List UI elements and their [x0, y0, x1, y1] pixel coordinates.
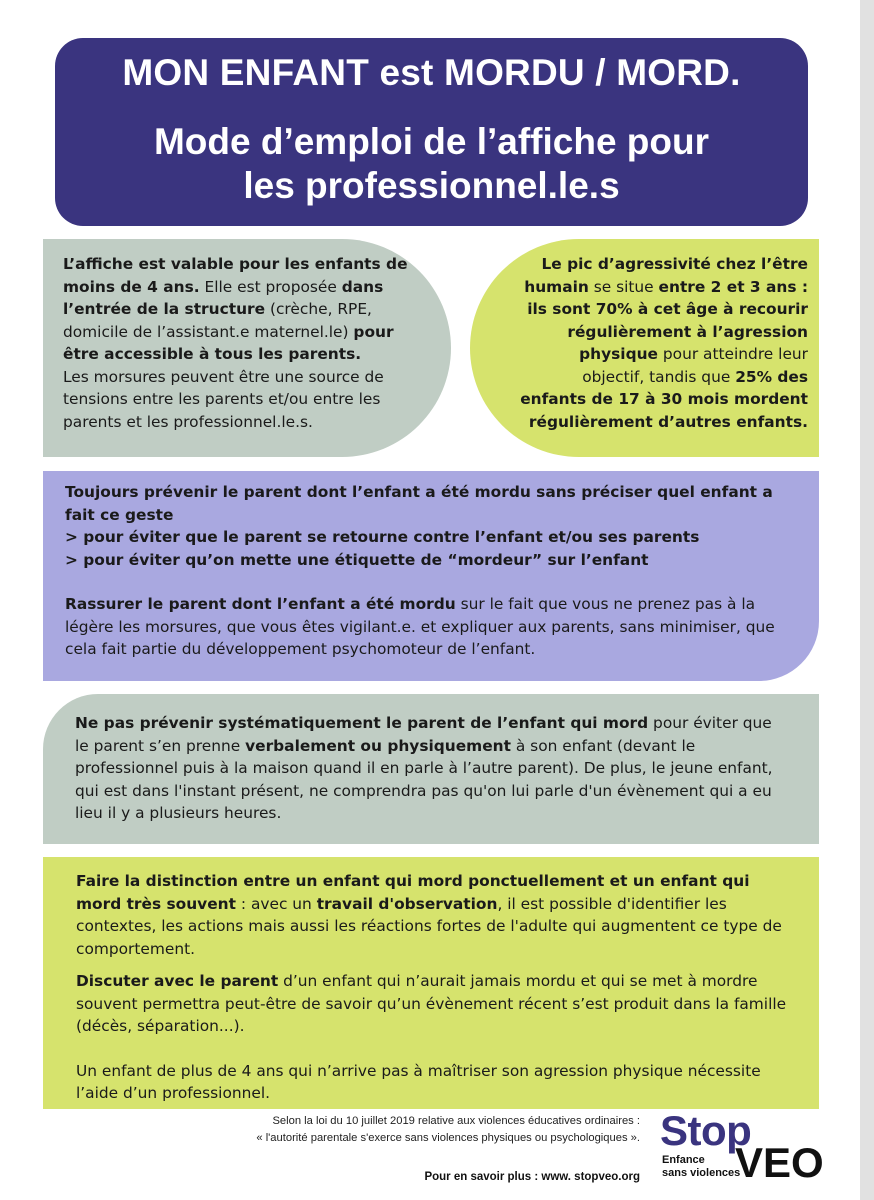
text-bold: entre 2 et 3 ans : ils sont 70% à cet âge à recourir régulièrement à l’agression physique — [527, 277, 808, 363]
text-bold: Faire la distinction entre un enfant qui mord ponctuellement et un enfant qui mord très souvent — [76, 872, 750, 913]
text-span: pour éviter que le parent s’en prenne — [75, 714, 772, 755]
text-span: Elle est proposée — [199, 277, 342, 296]
poster-validity-text — [63, 253, 433, 433]
text-span: (crèche, RPE, domicile de l’assistant.e maternel.le) — [63, 300, 372, 341]
text-span: se situe — [588, 277, 659, 296]
page-edge — [860, 0, 874, 1200]
title-line-2 — [55, 120, 808, 208]
reassure-heading: Rassurer le parent dont l’enfant a été mordu — [65, 595, 456, 613]
poster-title-banner — [55, 38, 808, 226]
biting-parent-text — [75, 712, 790, 825]
text-bold: Discuter avec le parent — [76, 972, 279, 990]
distinction-box — [43, 857, 819, 1109]
reassure-text: sur le fait que vous ne prenez pas à la légère les morsures, que vous êtes vigilant.e. et expliquer aux parents, sans minimiser, que cela fait partie du développement psychomoteur de l’enfant. — [65, 595, 775, 658]
bitten-child-parent-box — [43, 471, 819, 681]
logo-veo: VEO — [735, 1139, 824, 1186]
tension-text: Les morsures peuvent être une source de tensions entre les parents et/ou entre les parents et les professionnel.le.s. — [63, 367, 384, 431]
text-bold: Le pic d’agressivité chez l’être humain — [524, 255, 808, 296]
reason-1: > pour éviter que le parent se retourne contre l’enfant et/ou ses parents — [65, 528, 700, 546]
spacer — [65, 571, 795, 593]
text-span: : avec un — [235, 894, 317, 913]
logo-subtitle — [662, 1154, 740, 1180]
bitten-parent-text — [65, 481, 795, 661]
text-span: à son enfant (devant le professionnel puis à la maison quand il en parle à l’autre parent). De plus, le jeune enfant, qui est dans l'instant présent, ne comprendra pas qu'on lui parle d'un évènement qui a eu lieu il y a plusieurs heures. — [75, 736, 773, 822]
text-span: pour atteindre leur objectif, tandis que — [582, 345, 808, 386]
logo-sub-1: Enfance — [662, 1154, 705, 1166]
biting-child-parent-box — [43, 694, 819, 844]
law-citation — [150, 1113, 640, 1147]
more-info-link[interactable]: Pour en savoir plus : www. stopveo.org — [424, 1171, 640, 1183]
aggressivity-peak-box — [470, 239, 819, 457]
validity-age: L’affiche est valable pour les enfants de moins de 4 ans. — [63, 255, 408, 296]
law-line-2: « l'autorité parentale s'exerce sans violences physiques ou psychologiques ». — [256, 1132, 640, 1144]
stopveo-logo — [660, 1107, 824, 1188]
text-bold: Ne pas prévenir systématiquement le parent de l’enfant qui mord — [75, 714, 649, 732]
text-bold: travail d'observation — [316, 894, 498, 913]
text-span: Un enfant de plus de 4 ans qui n’arrive pas à maîtriser son agression physique nécessite l’aide d’un professionnel. — [76, 1061, 761, 1102]
spacer — [76, 960, 791, 970]
spacer — [76, 1038, 791, 1060]
logo-sub-2: sans violences — [662, 1167, 741, 1179]
title-line-2a: Mode d’emploi de l’affiche pour — [153, 121, 710, 162]
text-bold: verbalement ou physiquement — [245, 736, 511, 755]
reason-2: > pour éviter qu’on mette une étiquette de “mordeur” sur l’enfant — [65, 550, 649, 569]
aggressivity-text — [520, 253, 808, 433]
poster-validity-box — [43, 239, 451, 457]
law-line-1: Selon la loi du 10 juillet 2019 relative aux violences éducatives ordinaires : — [272, 1115, 640, 1127]
validity-location: dans l’entrée de la structure — [63, 277, 384, 318]
title-line-2b: les professionnel.le.s — [243, 165, 620, 206]
logo-stop: Stop — [660, 1107, 752, 1154]
distinction-text — [76, 870, 791, 1105]
text-span: , il est possible d'identifier les contextes, les actions mais aussi les réactions fortes de l'adulte qui augmentent ce type de comportement. — [76, 894, 782, 958]
text-bold: 25% des enfants de 17 à 30 mois mordent régulièrement d’autres enfants. — [520, 367, 808, 431]
text-span: d’un enfant qui n’aurait jamais mordu et qui se met à mordre souvent permettra peut-être de savoir qu’un évènement récent s’est produit dans la famille (décès, séparation...). — [76, 972, 787, 1035]
always-warn-heading: Toujours prévenir le parent dont l’enfant a été mordu sans préciser quel enfant a fait ce geste — [65, 483, 773, 524]
title-line-1: MON ENFANT est MORDU / MORD. — [122, 52, 741, 93]
validity-purpose: pour être accessible à tous les parents. — [63, 322, 394, 363]
